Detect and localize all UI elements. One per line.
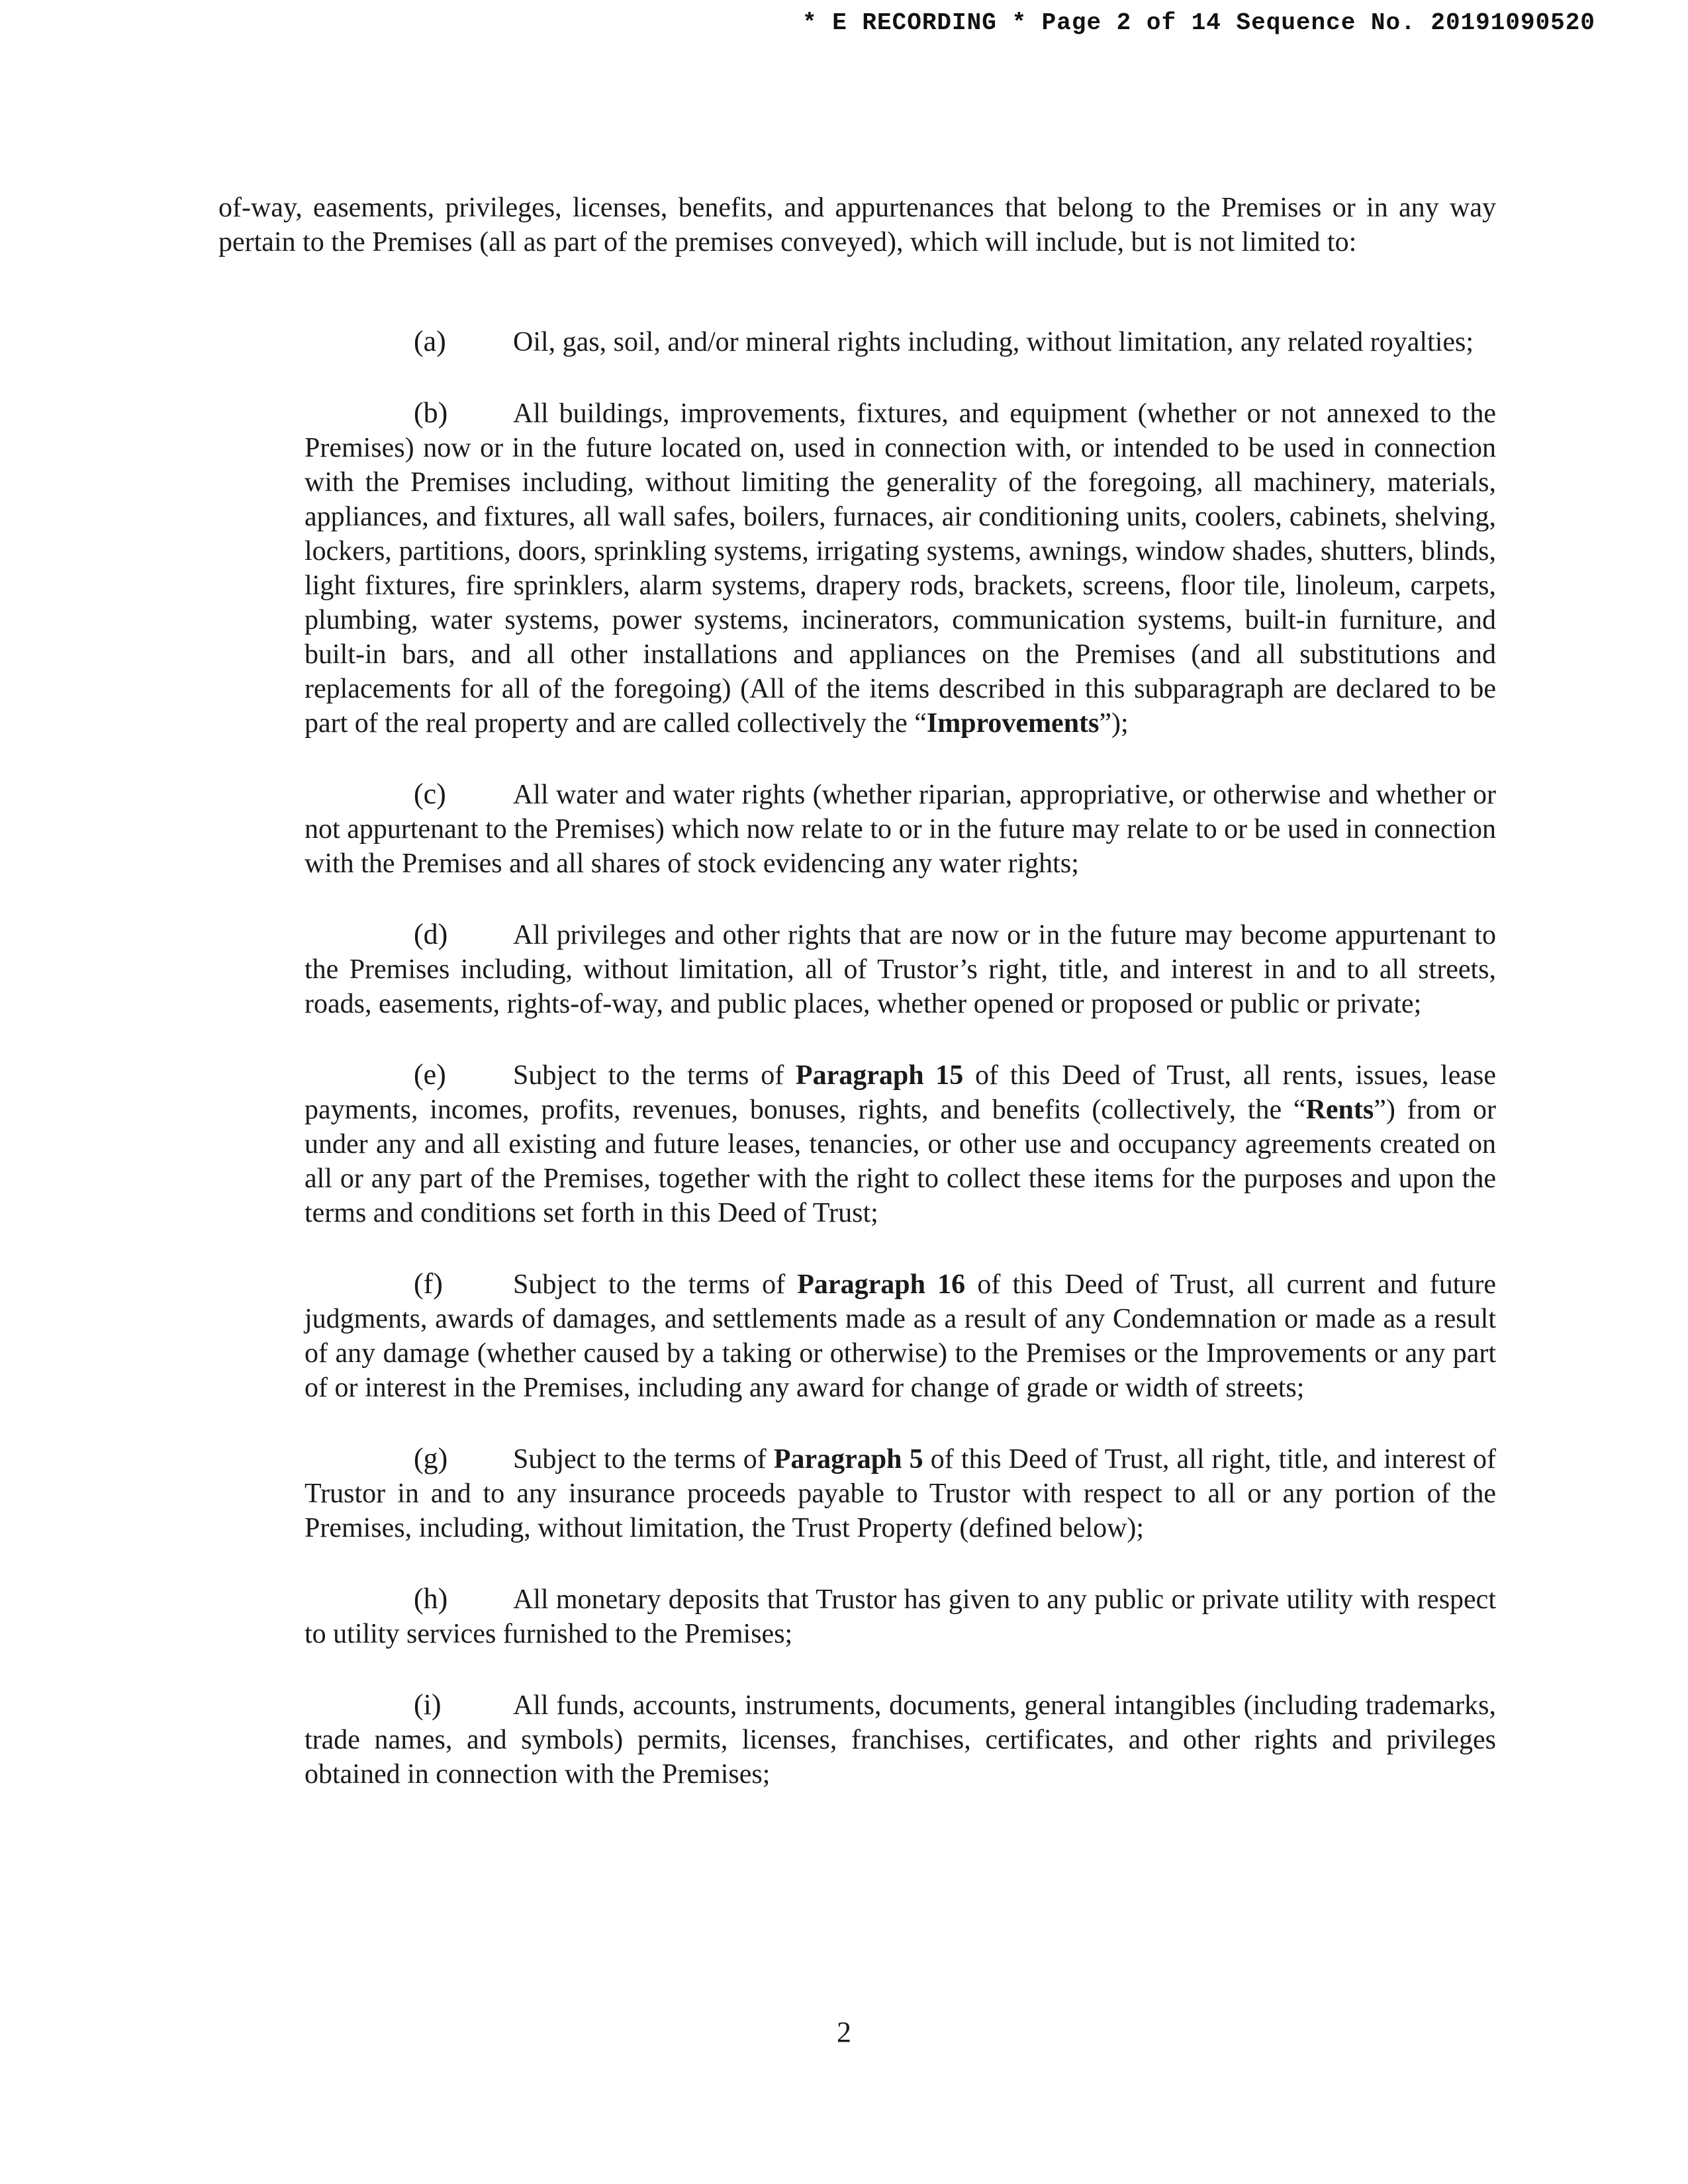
subparagraph-d	[305, 917, 1496, 1021]
subparagraph-letter: (e)	[414, 1058, 446, 1091]
subparagraph-letter: (i)	[414, 1688, 442, 1721]
paragraph-reference: Paragraph 5	[773, 1444, 923, 1475]
paragraph-reference: Paragraph 16	[797, 1269, 966, 1300]
subparagraph-text: of this Deed of Trust, all right, title, and interest of Trustor in and to any insurance proceeds payable to Trustor with respect to all or any portion of the Premises, including, without limitation, the Trust Property (defined below);	[305, 1444, 1497, 1543]
subparagraph-letter: (a)	[414, 325, 446, 357]
subparagraph-letter: (f)	[414, 1267, 443, 1300]
subparagraph-text: All monetary deposits that Trustor has given to any public or private utility with respect to utility services furnished to the Premises;	[305, 1584, 1496, 1649]
subparagraph-text: All privileges and other rights that are now or in the future may become appurtenant to the Premises including, without limitation, all of Trustor’s right, title, and interest in and to all streets, roads, easements, rights-of-way, and public places, whether opened or proposed or public or private;	[305, 920, 1496, 1019]
subparagraph-e	[305, 1058, 1496, 1230]
subparagraph-text: Subject to the terms of	[513, 1444, 774, 1475]
subparagraph-text-end: ”);	[1099, 708, 1129, 739]
intro-paragraph: of-way, easements, privileges, licenses, benefits, and appurtenances that belong to the Premises or in any way pertain to the Premises (all as part of the premises conveyed), which will include, but is not limited to:	[218, 193, 1496, 257]
subparagraph-text: Oil, gas, soil, and/or mineral rights including, without limitation, any related royalties;	[513, 327, 1474, 357]
subparagraph-c	[305, 777, 1496, 881]
subparagraph-f	[305, 1267, 1496, 1405]
subparagraph-text: Subject to the terms of	[513, 1269, 798, 1300]
subparagraph-text: All funds, accounts, instruments, documents, general intangibles (including trademarks, trade names, and symbols) permits, licenses, franchises, certificates, and other rights and privileges obtained in connection with the Premises;	[305, 1690, 1496, 1790]
paragraph-reference: Paragraph 15	[795, 1060, 964, 1091]
subparagraph-b	[305, 396, 1496, 741]
subparagraph-letter: (g)	[414, 1442, 448, 1475]
subparagraph-text: All buildings, improvements, fixtures, and equipment (whether or not annexed to the Premises) now or in the future located on, used in connection with, or intended to be used in connection with the Premises including, without limiting the generality of the foregoing, all machinery, materials, appliances, and fixtures, all wall safes, boilers, furnaces, air conditioning units, coolers, cabinets, shelving, lockers, partitions, doors, sprinkling systems, irrigating systems, awnings, window shades, shutters, blinds, light fixtures, fire sprinklers, alarm systems, drapery rods, brackets, screens, floor tile, linoleum, carpets, plumbing, water systems, power systems, incinerators, communication systems, built-in furniture, and built-in bars, and all other installations and appliances on the Premises (and all substitutions and replacements for all of the foregoing) (All of the items described in this subparagraph are declared to be part of the real property and are called collectively the “	[305, 398, 1496, 739]
subparagraph-text: ”) from or under any and all existing and future leases, tenancies, or other use and occupancy agreements created on all or any part of the Premises, together with the right to collect these items for the purposes and upon the terms and conditions set forth in this Deed of Trust;	[305, 1095, 1496, 1228]
subparagraph-g	[305, 1441, 1496, 1545]
subparagraph-text: of this Deed of Trust, all current and future judgments, awards of damages, and settlements made as a result of any Condemnation or made as a result of any damage (whether caused by a taking or otherwise) to the Premises or the Improvements or any part of or interest in the Premises, including any award for change of grade or width of streets;	[305, 1269, 1496, 1403]
defined-term: Improvements	[926, 708, 1100, 739]
subparagraph-letter: (h)	[414, 1582, 448, 1615]
subparagraph-text: All water and water rights (whether riparian, appropriative, or otherwise and whether or not appurtenant to the Premises) which now relate to or in the future may relate to or be used in connection with the Premises and all shares of stock evidencing any water rights;	[305, 780, 1496, 879]
subparagraph-text: Subject to the terms of	[513, 1060, 796, 1091]
subparagraph-text: of this Deed of Trust, all rents, issues, lease payments, incomes, profits, revenues, bonuses, rights, and benefits (collectively, the “	[305, 1060, 1496, 1125]
subparagraph-letter: (d)	[414, 918, 448, 950]
subparagraph-letter: (b)	[414, 396, 448, 429]
subparagraph-h	[305, 1582, 1496, 1651]
subparagraph-letter: (c)	[414, 778, 446, 810]
subparagraph-i	[305, 1688, 1496, 1792]
defined-term: Rents	[1305, 1095, 1374, 1125]
subparagraph-a	[305, 324, 1496, 359]
page-number: 2	[837, 2016, 851, 2048]
subparagraph-list	[305, 324, 1496, 1828]
recording-header: * E RECORDING * Page 2 of 14 Sequence No. 20191090520	[802, 9, 1595, 36]
